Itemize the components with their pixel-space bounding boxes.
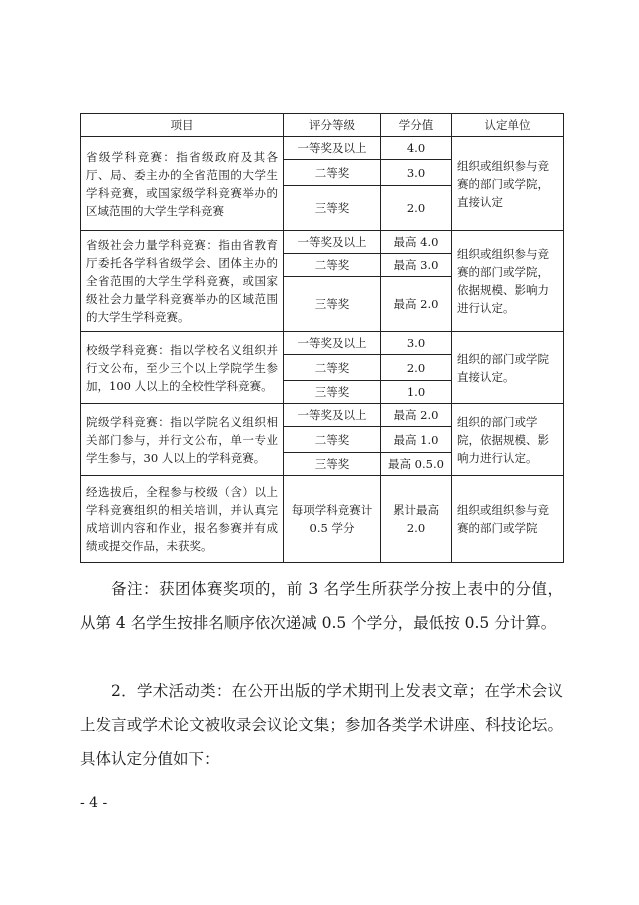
page-number: - 4 - (80, 795, 108, 811)
credit-cell: 最高 2.0 (381, 277, 452, 332)
credit-table (80, 113, 564, 563)
academic-activity-paragraph: 2．学术活动类：在公开出版的学术期刊上发表文章；在学术会议上发言或学术论文被收录会议论文集；参加各类学术讲座、科技论坛。具体认定分值如下： (80, 682, 563, 768)
table-row (81, 332, 564, 355)
credit-cell: 最高 3.0 (381, 254, 452, 277)
project-cell: 校级学科竞赛：指以学校名义组织并行文公布，至少三个以上学院学生参加，100 人以上的全校性学科竞赛。 (81, 332, 284, 404)
credit-cell: 3.0 (381, 160, 452, 186)
grade-cell: 三等奖 (284, 453, 381, 476)
unit-cell: 组织或组织参与竞赛的部门或学院 (452, 476, 564, 563)
grade-cell: 二等奖 (284, 160, 381, 186)
grade-cell: 三等奖 (284, 277, 381, 332)
grade-cell: 一等奖及以上 (284, 404, 381, 427)
credit-cell: 累计最高 2.0 (381, 476, 452, 563)
header-unit: 认定单位 (452, 114, 564, 137)
project-cell: 经选拔后，全程参与校级（含）以上学科竞赛组织的相关培训，并认真完成培训内容和作业，报名参赛并有成绩或提交作品，未获奖。 (81, 476, 284, 563)
project-cell: 省级社会力量学科竞赛：指由省教育厅委托各学科省级学会、团体主办的全省范围的大学生学科竞赛，或国家级社会力量学科竞赛举办的区域范围的大学生学科竞赛。 (81, 231, 284, 332)
grade-cell: 二等奖 (284, 427, 381, 453)
credit-cell: 2.0 (381, 186, 452, 231)
unit-cell: 组织或组织参与竞赛的部门或学院，依据规模、影响力进行认定。 (452, 231, 564, 332)
grade-cell: 三等奖 (284, 381, 381, 404)
grade-cell: 三等奖 (284, 186, 381, 231)
credit-cell: 1.0 (381, 381, 452, 404)
remark-paragraph: 备注：获团体赛奖项的，前 3 名学生所获学分按上表中的分值，从第 4 名学生按排名顺序依次递减 0.5 个学分，最低按 0.5 分计算。 (80, 580, 563, 632)
credit-cell: 3.0 (381, 332, 452, 355)
unit-cell: 组织的部门或学院直接认定。 (452, 332, 564, 404)
table-header-row (81, 114, 564, 137)
credit-cell: 最高 4.0 (381, 231, 452, 254)
grade-cell: 二等奖 (284, 254, 381, 277)
project-cell: 院级学科竞赛：指以学院名义组织相关部门参与，并行文公布，单一专业学生参与，30 人以上的学科竞赛。 (81, 404, 284, 476)
grade-cell: 一等奖及以上 (284, 332, 381, 355)
unit-cell: 组织或组织参与竞赛的部门或学院，直接认定 (452, 137, 564, 231)
grade-cell: 二等奖 (284, 355, 381, 381)
credit-cell: 最高 0.5.0 (381, 453, 452, 476)
credit-cell: 2.0 (381, 355, 452, 381)
grade-cell: 一等奖及以上 (284, 137, 381, 160)
header-grade: 评分等级 (284, 114, 381, 137)
credit-cell: 4.0 (381, 137, 452, 160)
table-row (81, 476, 564, 563)
grade-cell: 一等奖及以上 (284, 231, 381, 254)
project-cell: 省级学科竞赛：指省级政府及其各厅、局、委主办的全省范围的大学生学科竞赛，或国家级学科竞赛举办的区域范围的大学生学科竞赛 (81, 137, 284, 231)
table-row (81, 231, 564, 254)
unit-cell: 组织的部门或学院，依据规模、影响力进行认定。 (452, 404, 564, 476)
credit-cell: 最高 2.0 (381, 404, 452, 427)
credit-cell: 最高 1.0 (381, 427, 452, 453)
header-credit: 学分值 (381, 114, 452, 137)
header-project: 项目 (81, 114, 284, 137)
grade-cell: 每项学科竞赛计 0.5 学分 (284, 476, 381, 563)
table-row (81, 137, 564, 160)
table-row (81, 404, 564, 427)
